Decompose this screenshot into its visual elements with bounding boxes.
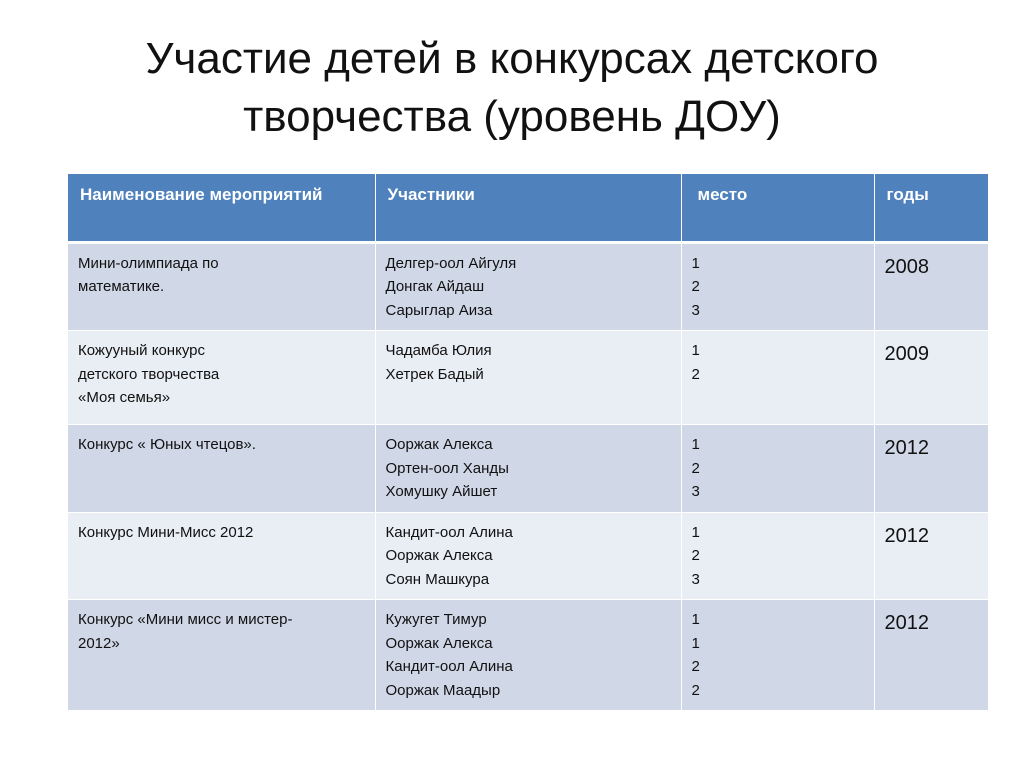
year-cell: 2012 xyxy=(874,600,988,711)
place-cell xyxy=(681,331,874,425)
participant-name: Соян Машкура xyxy=(385,570,490,588)
place-value: 2 xyxy=(691,547,700,564)
place-value: 3 xyxy=(691,570,700,588)
place-cell xyxy=(681,600,874,711)
place-value: 3 xyxy=(691,483,700,500)
slide-title xyxy=(40,30,984,146)
year-cell: 2008 xyxy=(874,242,988,331)
participant-name: Ортен-оол Ханды xyxy=(385,459,509,477)
participants-cell xyxy=(375,425,681,513)
year-cell: 2009 xyxy=(874,331,988,425)
participant-name: Кандит-оол Алина xyxy=(385,658,513,675)
place-value: 2 xyxy=(691,658,700,675)
event-cell xyxy=(68,242,375,331)
slide-title-line-2: творчества (уровень ДОУ) xyxy=(243,92,781,141)
event-line: Конкурс « Юных чтецов». xyxy=(78,436,256,453)
participant-name: Хетрек Бадый xyxy=(385,365,484,383)
table-row xyxy=(68,600,988,711)
table-row xyxy=(68,425,988,513)
table-header-row xyxy=(68,174,988,242)
participant-name: Кандит-оол Алина xyxy=(385,523,513,541)
place-value: 1 xyxy=(691,254,700,272)
place-value: 1 xyxy=(691,436,700,453)
participants-cell xyxy=(375,331,681,425)
place-value: 1 xyxy=(691,523,700,541)
place-value: 2 xyxy=(691,681,700,699)
event-line: Конкурс «Мини мисс и мистер- xyxy=(78,611,293,628)
event-line: детского творчества xyxy=(78,365,220,383)
participant-name: Донгак Айдаш xyxy=(385,278,485,295)
participant-name: Хомушку Айшет xyxy=(385,483,498,500)
slide-title-line-1: Участие детей в конкурсах детского xyxy=(145,34,879,83)
participant-name: Чадамба Юлия xyxy=(385,342,492,359)
place-cell xyxy=(681,425,874,513)
participants-cell xyxy=(375,242,681,331)
event-line: Мини-олимпиада по xyxy=(78,254,219,272)
participant-name: Кужугет Тимур xyxy=(385,611,487,628)
event-cell xyxy=(68,600,375,711)
participant-name: Ооржак Алекса xyxy=(385,436,493,453)
participant-name: Ооржак Маадыр xyxy=(385,681,501,699)
participant-name: Делгер-оол Айгуля xyxy=(385,254,517,272)
event-cell xyxy=(68,425,375,513)
place-value: 1 xyxy=(691,634,700,652)
header-place: место xyxy=(681,174,874,242)
event-cell xyxy=(68,512,375,600)
place-value: 2 xyxy=(691,459,700,477)
participants-cell xyxy=(375,600,681,711)
header-participants: Участники xyxy=(375,174,681,242)
place-cell xyxy=(681,242,874,331)
year-cell: 2012 xyxy=(874,512,988,600)
header-event: Наименование мероприятий xyxy=(68,174,375,242)
event-line: Кожууный конкурс xyxy=(78,342,205,359)
participant-name: Ооржак Алекса xyxy=(385,547,493,564)
header-years: годы xyxy=(874,174,988,242)
place-value: 1 xyxy=(691,611,700,628)
participant-name: Сарыглар Аиза xyxy=(385,301,493,319)
place-value: 1 xyxy=(691,342,700,359)
event-cell xyxy=(68,331,375,425)
table-row xyxy=(68,331,988,425)
event-line: математике. xyxy=(78,278,165,295)
event-line: Конкурс Мини-Мисс 2012 xyxy=(78,523,254,541)
participant-name: Ооржак Алекса xyxy=(385,634,493,652)
place-cell xyxy=(681,512,874,600)
table-row xyxy=(68,512,988,600)
event-line: «Моя семья» xyxy=(78,389,171,406)
table-row xyxy=(68,242,988,331)
events-table xyxy=(68,174,989,711)
place-value: 2 xyxy=(691,365,700,383)
place-value: 2 xyxy=(691,278,700,295)
year-cell: 2012 xyxy=(874,425,988,513)
event-line: 2012» xyxy=(78,634,120,652)
place-value: 3 xyxy=(691,301,700,319)
participants-cell xyxy=(375,512,681,600)
